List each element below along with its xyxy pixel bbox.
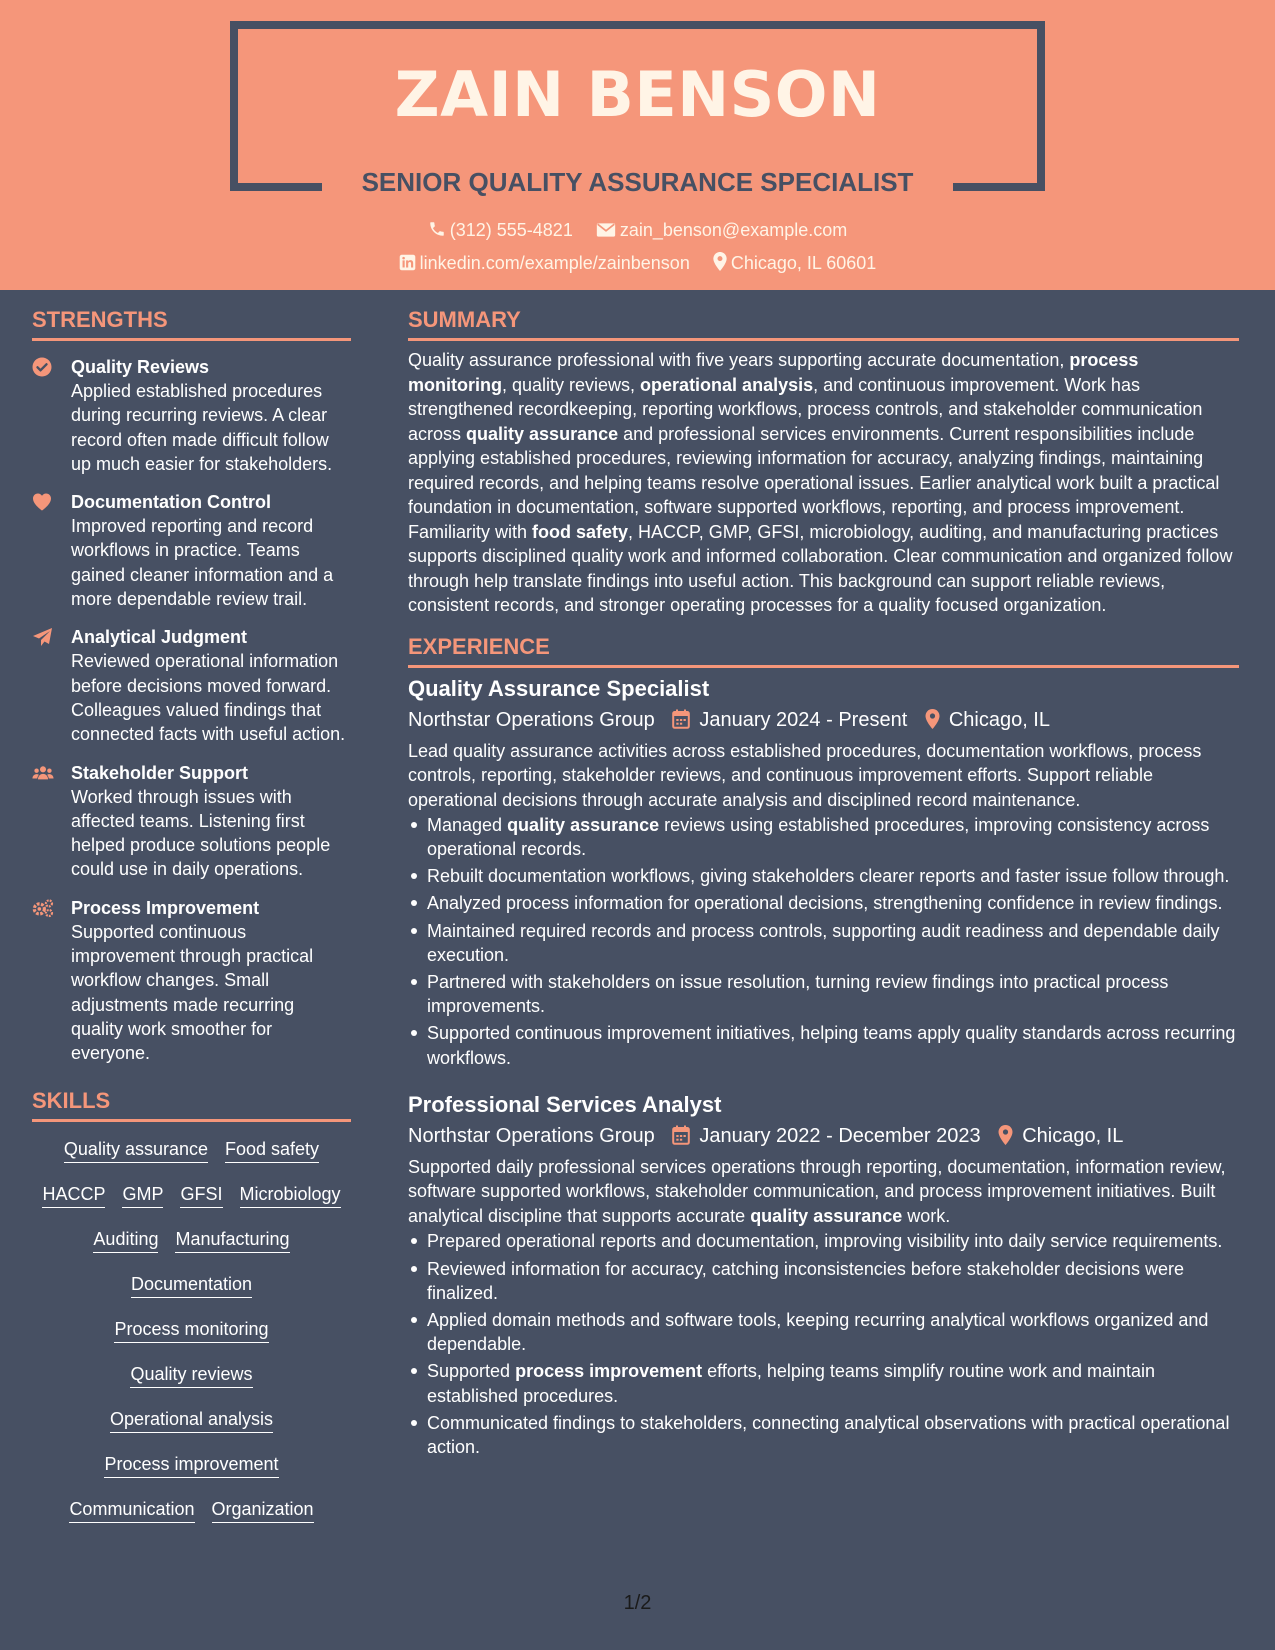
job-meta: [408, 1121, 1239, 1151]
skill-row: [32, 1308, 351, 1353]
job-bullet: Applied domain methods and software tools, keeping recurring analytical workflows organized and dependable.: [408, 1308, 1239, 1357]
job-title: Professional Services Analyst: [408, 1091, 722, 1117]
strength-title: Stakeholder Support: [71, 762, 249, 783]
skill-row: [32, 1353, 351, 1398]
linkedin-icon: [399, 254, 416, 271]
skill-row: [32, 1443, 351, 1488]
skill-row: [32, 1488, 351, 1533]
calendar-icon: [672, 1125, 690, 1145]
strength-description: Worked through issues with affected teams. Listening first helped produce solutions people could use in daily operations.: [71, 786, 331, 880]
job-bullet: Maintained required records and process controls, supporting audit readiness and dependable daily execution.: [408, 919, 1239, 968]
map-pin-icon: [998, 1125, 1013, 1145]
skill-tag: Organization: [212, 1498, 314, 1523]
check-circle-icon: [32, 357, 54, 377]
left-column: [32, 290, 351, 1533]
skill-tag: Operational analysis: [110, 1408, 273, 1433]
job-company: Northstar Operations Group: [408, 708, 655, 731]
users-icon: [32, 763, 54, 783]
skills-list: [32, 1122, 351, 1533]
strength-item: [32, 625, 351, 746]
skill-tag: GMP: [122, 1183, 163, 1208]
contact-linkedin[interactable]: [399, 253, 690, 274]
skills-heading: SKILLS: [32, 1088, 351, 1122]
job-bullet: Reviewed information for accuracy, catching inconsistencies before stakeholder decisions were finalized.: [408, 1257, 1239, 1306]
strength-title: Quality Reviews: [71, 357, 210, 377]
phone-icon: [428, 220, 446, 238]
strength-description: Improved reporting and record workflows in practice. Teams gained cleaner information and a more dependable review trail.: [71, 516, 334, 610]
map-pin-icon: [925, 709, 940, 729]
skill-tag: Documentation: [131, 1273, 252, 1298]
header-frame-corner-right: [953, 183, 1045, 191]
summary-heading: SUMMARY: [408, 307, 1239, 341]
skill-tag: Quality reviews: [130, 1363, 252, 1388]
skill-row: [32, 1398, 351, 1443]
job-bullets: [408, 813, 1239, 1070]
job-company: Northstar Operations Group: [408, 1124, 655, 1147]
job-bullet: Managed quality assurance reviews using established procedures, improving consistency across operational records.: [408, 813, 1239, 862]
contact-row-2: [0, 252, 1275, 274]
candidate-name: ZAIN BENSON: [394, 58, 881, 131]
job-bullet: Partnered with stakeholders on issue resolution, turning review findings into practical process improvements.: [408, 970, 1239, 1019]
strength-description: Supported continuous improvement through practical workflow changes. Small adjustments made recurring quality work smoother for everyone.: [71, 921, 314, 1064]
skill-row: [32, 1218, 351, 1263]
skill-tag: GFSI: [180, 1183, 222, 1208]
contact-phone[interactable]: [428, 220, 573, 241]
contact-email[interactable]: [596, 220, 847, 241]
skill-tag: Communication: [69, 1498, 194, 1523]
location-text: Chicago, IL 60601: [730, 253, 877, 273]
job-dates: January 2022 - December 2023: [699, 1124, 981, 1147]
job-bullet: Communicated findings to stakeholders, connecting analytical observations with practical operational action.: [408, 1411, 1239, 1460]
job-entry: [408, 1090, 1239, 1459]
email-text: zain_benson@example.com: [619, 220, 848, 240]
job-meta: [408, 705, 1239, 735]
phone-text: (312) 555-4821: [449, 220, 573, 240]
strength-title: Process Improvement: [71, 897, 260, 918]
envelope-icon: [596, 222, 616, 238]
skill-row: [32, 1128, 351, 1173]
strength-item: [32, 490, 351, 611]
strength-title: Documentation Control: [71, 492, 271, 513]
job-description: Lead quality assurance activities across established procedures, documentation workflows, process controls, reporting, stakeholder reviews, and continuous improvement efforts. Support reliable operational decisions through accurate analysis and disciplined record maintenance.: [408, 740, 1202, 810]
summary-text: Quality assurance professional with five years supporting accurate documentation, process monitoring, quality reviews, operational analysis, and continuous improvement. Work has strengthened recordkeeping, reporting workflows, process controls, and stakeholder communication across quality assurance and professional services environments. Current responsibilities include applying established procedures, reviewing information for accuracy, analyzing findings, maintaining required records, and helping teams resolve operational issues. Earlier analytical work built a practical foundation in documentation, software supported workflows, reporting, and process improvement. Familiarity with food safety, HACCP, GMP, GFSI, microbiology, auditing, and manufacturing practices supports disciplined quality work and informed collaboration. Clear communication and organized follow through help translate findings into useful action. This background can support reliable reviews, consistent records, and stronger operating processes for a quality focused organization.: [408, 350, 1233, 615]
job-dates: January 2024 - Present: [699, 708, 908, 731]
job-title: Quality Assurance Specialist: [408, 675, 710, 701]
candidate-title: SENIOR QUALITY ASSURANCE SPECIALIST: [361, 167, 914, 197]
strength-item: [32, 761, 351, 882]
gears-icon: [32, 898, 54, 918]
job-bullet: Rebuilt documentation workflows, giving stakeholders clearer reports and faster issue follow through.: [408, 864, 1239, 888]
strength-title: Analytical Judgment: [71, 627, 248, 648]
map-pin-icon: [713, 252, 727, 271]
heart-icon: [32, 492, 54, 512]
strength-description: Applied established procedures during recurring reviews. A clear record often made difficult follow up much easier for stakeholders.: [71, 381, 333, 474]
strength-item: [32, 355, 351, 476]
skill-tag: Quality assurance: [64, 1138, 208, 1163]
job-bullet: Supported process improvement efforts, helping teams simplify routine work and maintain established procedures.: [408, 1359, 1239, 1408]
resume-header: [0, 0, 1275, 290]
contact-location: [713, 252, 876, 274]
skill-tag: Food safety: [225, 1138, 319, 1163]
right-column: [408, 290, 1239, 1462]
job-entry: [408, 674, 1239, 1070]
skill-tag: Process improvement: [104, 1453, 278, 1478]
experience-heading: EXPERIENCE: [408, 634, 1239, 668]
linkedin-text: linkedin.com/example/zainbenson: [419, 253, 690, 273]
job-location: Chicago, IL: [948, 708, 1050, 731]
page-number: 1/2: [623, 1592, 652, 1614]
skill-tag: Process monitoring: [114, 1318, 268, 1343]
job-bullets: [408, 1229, 1239, 1459]
skill-row: [32, 1263, 351, 1308]
strength-item: [32, 896, 351, 1066]
skill-tag: HACCP: [42, 1183, 105, 1208]
skill-tag: Manufacturing: [175, 1228, 289, 1253]
contact-row-1: [0, 220, 1275, 241]
calendar-icon: [672, 709, 690, 729]
strength-description: Reviewed operational information before decisions moved forward. Colleagues valued findings that connected facts with useful action.: [71, 651, 346, 745]
header-frame-corner-left: [230, 183, 322, 191]
job-bullet: Supported continuous improvement initiatives, helping teams apply quality standards across recurring workflows.: [408, 1021, 1239, 1070]
job-description: Supported daily professional services operations through reporting, documentation, information review, software supported workflows, stakeholder communication, and process improvement initiatives. Built analytical discipline that supports accurate quality assurance work.: [408, 1156, 1226, 1226]
job-location: Chicago, IL: [1022, 1124, 1124, 1147]
strengths-heading: STRENGTHS: [32, 307, 351, 341]
skill-tag: Microbiology: [240, 1183, 341, 1208]
job-bullet: Prepared operational reports and documentation, improving visibility into daily service requirements.: [408, 1229, 1239, 1253]
skill-row: [32, 1173, 351, 1218]
skill-tag: Auditing: [93, 1228, 158, 1253]
job-bullet: Analyzed process information for operational decisions, strengthening confidence in review findings.: [408, 891, 1239, 915]
paper-plane-icon: [32, 627, 54, 647]
